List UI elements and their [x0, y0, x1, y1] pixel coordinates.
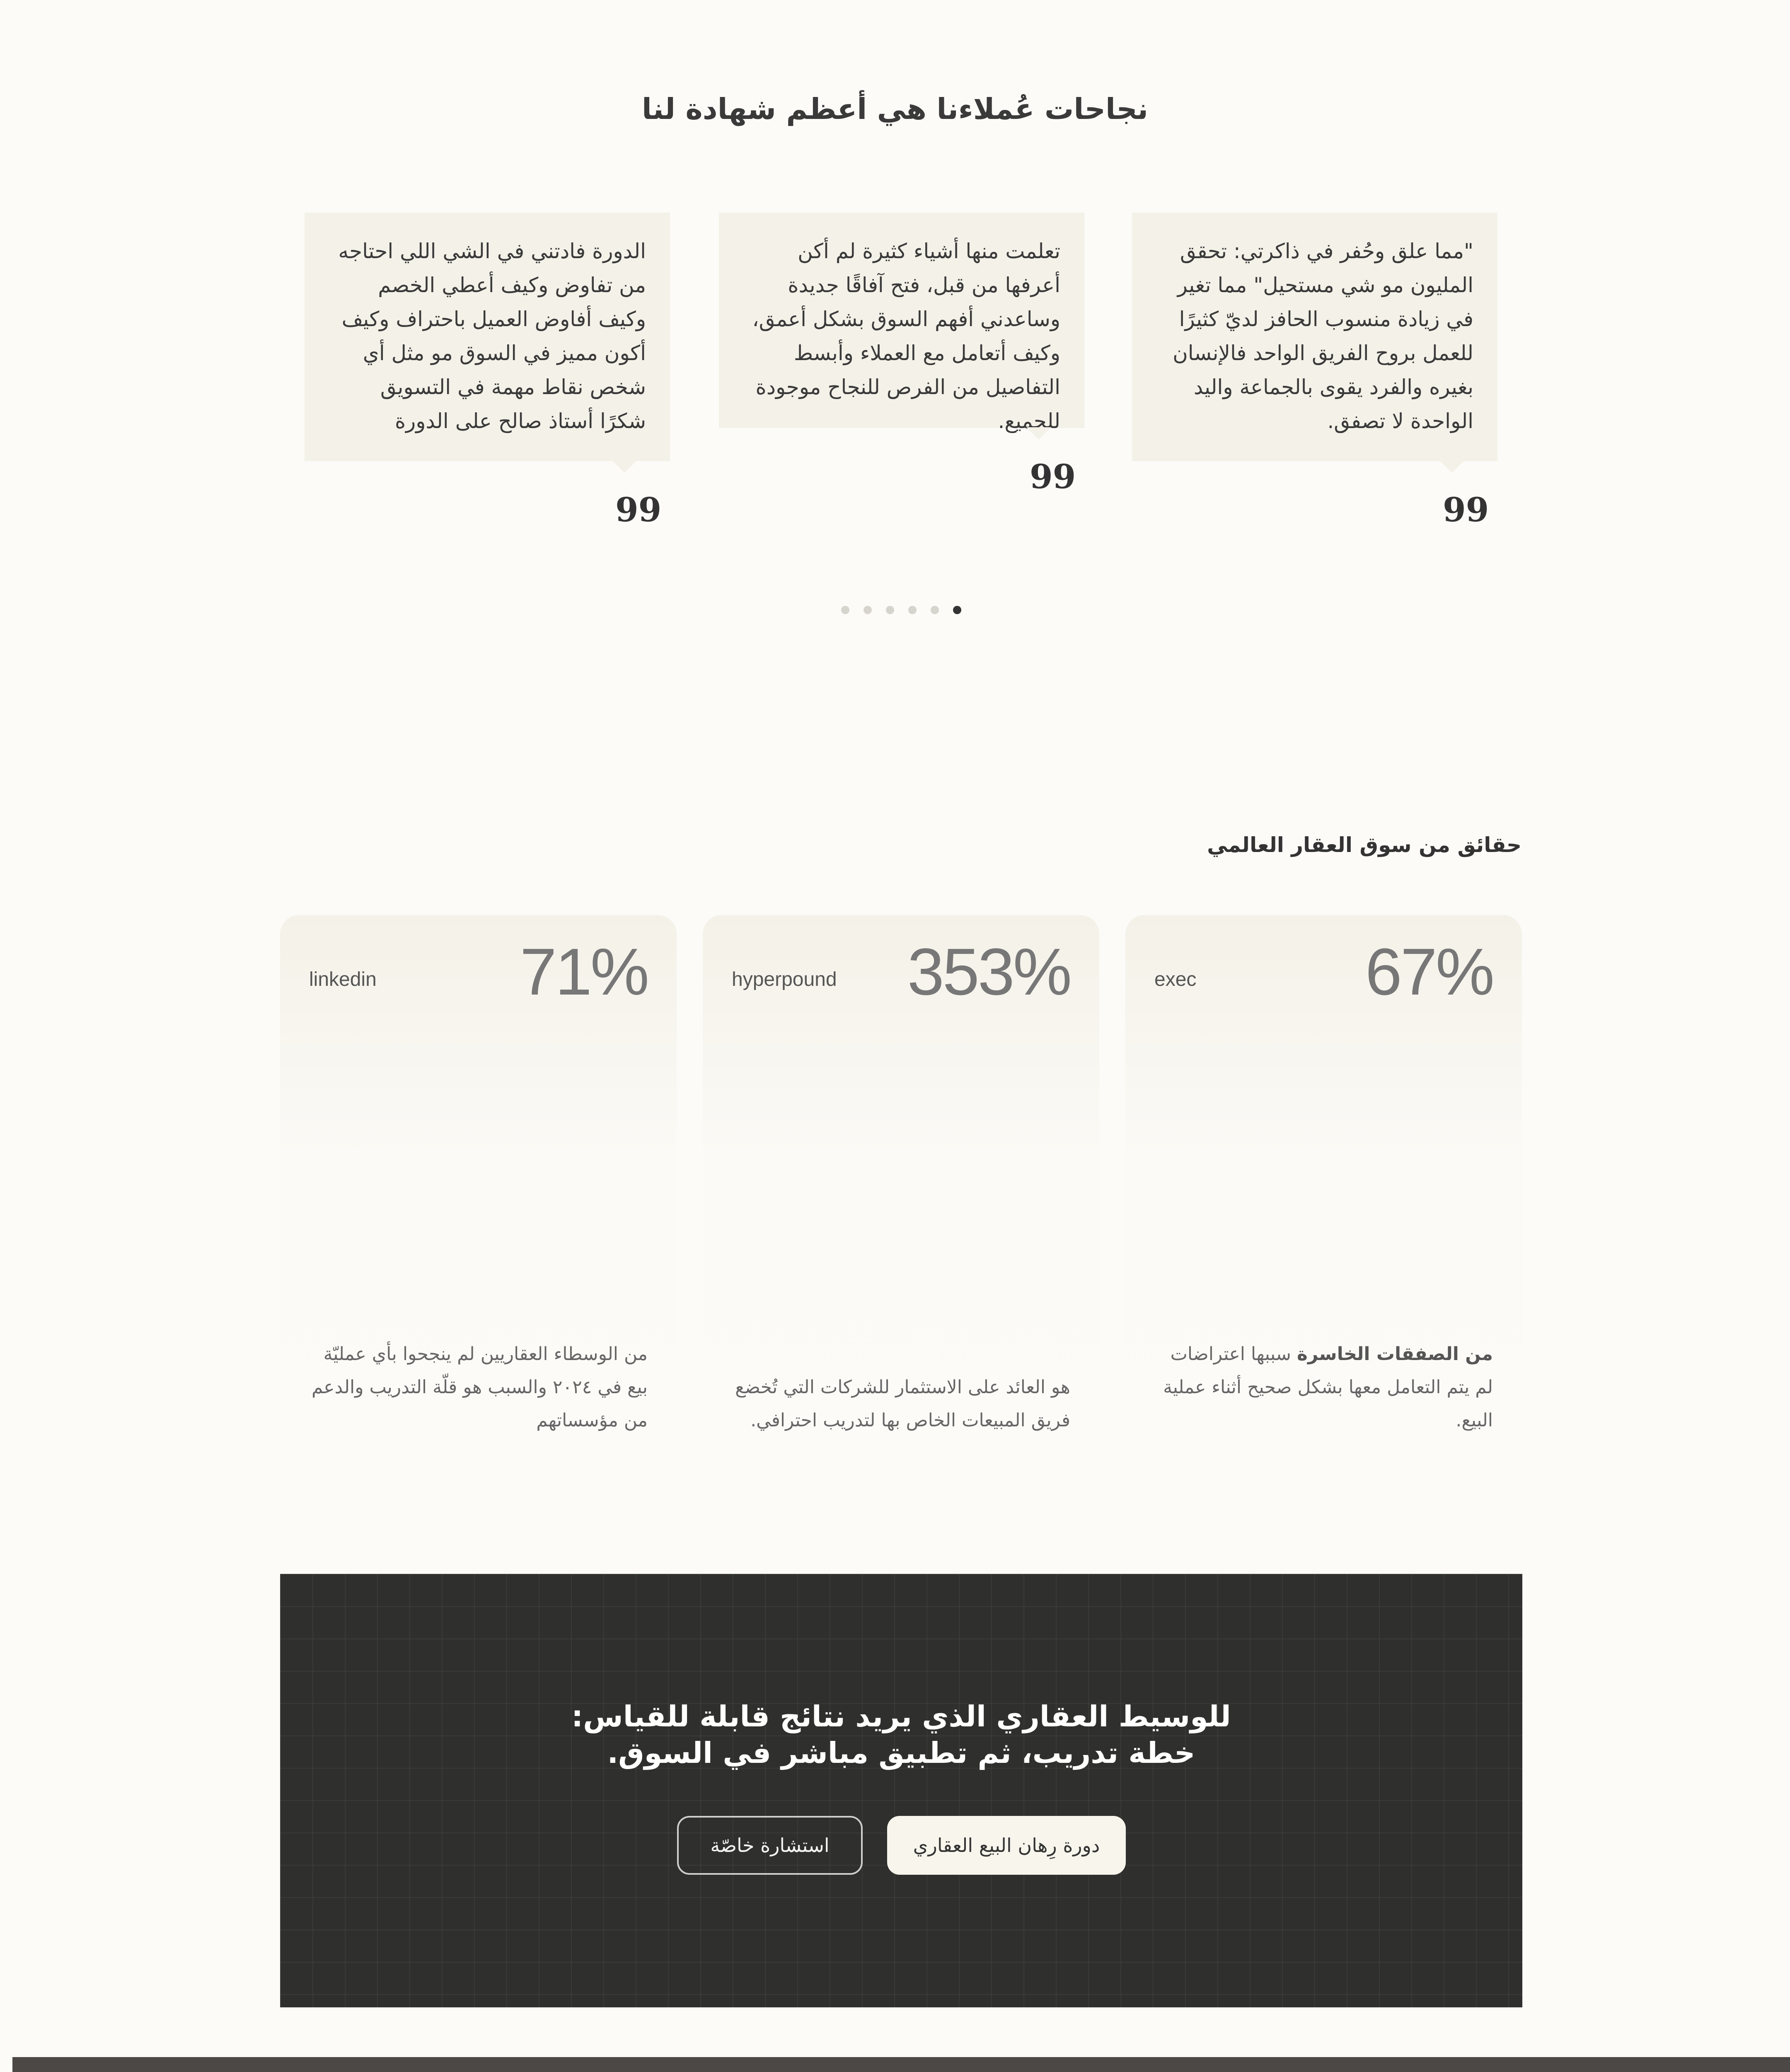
stat-value: 67%: [1365, 934, 1493, 1009]
testimonial-text: "مما علق وحُفر في ذاكرتي: تحقق المليون مو شي مستحيل" مما تغير في زيادة منسوب الحافز لديّ كثيرًا للعمل بروح الفريق الواحد فالإنسان بغيره والفرد يقوى بالجماعة واليد الواحدة لا تصفق.: [1173, 239, 1473, 433]
stat-description-text: من الوسطاء العقاريين لم ينجحوا بأي عمليّة بيع في ٢٠٢٤ والسبب هو قلّة التدريب والدعم من مؤسساتهم: [311, 1343, 648, 1431]
cta-title: [280, 1698, 1522, 1771]
stat-source: hyperpound: [732, 968, 837, 990]
stat-card: [280, 915, 677, 1456]
quote-icon: 99: [1443, 490, 1489, 529]
cta-section: [280, 1574, 1522, 2007]
testimonial-text: الدورة فادتني في الشي اللي احتاجه من تفاوض وكيف أعطي الخصم وكيف أفاوض العميل باحتراف وكيف أكون مميز في السوق مو مثل أي شخص نقاط مهمة في التسويق شكرًا أستاذ صالح على الدورة: [338, 239, 646, 433]
testimonials-title: نجاحات عُملاءنا هي أعظم شهادة لنا: [641, 92, 1149, 126]
footer: [12, 2057, 1790, 2072]
stat-description: [308, 1338, 648, 1437]
cta-title-line-1: للوسيط العقاري الذي يريد نتائج قابلة للقياس:: [571, 1699, 1231, 1733]
testimonial-tail: [612, 460, 637, 473]
quote-icon: 99: [1030, 457, 1076, 496]
stat-card: [1125, 915, 1522, 1456]
testimonial-tail: [1439, 460, 1464, 473]
stat-card: [703, 915, 1099, 1456]
pagination-dot-3[interactable]: [908, 606, 917, 614]
stat-source: exec: [1154, 968, 1197, 990]
testimonial-card: [1132, 213, 1497, 461]
stat-description-text: سببها اعتراضات لم يتم التعامل معها بشكل صحيح أثناء عملية البيع.: [1163, 1343, 1493, 1431]
cta-title-line-2: خطة تدريب، ثم تطبيق مباشر في السوق.: [607, 1736, 1195, 1770]
pagination-dot-4[interactable]: [886, 606, 894, 614]
pagination-dot-2[interactable]: [931, 606, 939, 614]
stat-description-text: هو العائد على الاستثمار للشركات التي تُخضع فريق المبيعات الخاص بها لتدريب احترافي.: [735, 1377, 1070, 1431]
stat-description-bold: من الصفقات الخاسرة: [1297, 1343, 1493, 1365]
facts-title: حقائق من سوق العقار العالمي: [1207, 833, 1522, 857]
carousel-pagination: [0, 606, 1790, 618]
testimonial-card: [719, 213, 1084, 433]
pagination-dot-1[interactable]: [953, 606, 961, 614]
stat-value: 71%: [520, 934, 648, 1009]
testimonial-card: [305, 213, 670, 461]
stat-source: linkedin: [309, 968, 377, 990]
pagination-dot-6[interactable]: [841, 606, 849, 614]
course-button[interactable]: دورة رِهان البيع العقاري: [887, 1816, 1126, 1875]
pagination-dot-5[interactable]: [864, 606, 872, 614]
stat-value: 353%: [907, 934, 1070, 1009]
testimonial-text: تعلمت منها أشياء كثيرة لم أكن أعرفها من قبل، فتح آفاقًا جديدة وساعدني أفهم السوق بشكل أعمق، وكيف أتعامل مع العملاء وأبسط التفاصيل من الفرص للنجاح موجودة للجميع.: [752, 239, 1060, 433]
stat-description: [1153, 1338, 1493, 1437]
testimonial-tail: [1026, 427, 1051, 440]
stat-description: [731, 1371, 1070, 1437]
consultation-button[interactable]: استشارة خاصّة: [677, 1816, 863, 1875]
quote-icon: 99: [615, 490, 662, 529]
